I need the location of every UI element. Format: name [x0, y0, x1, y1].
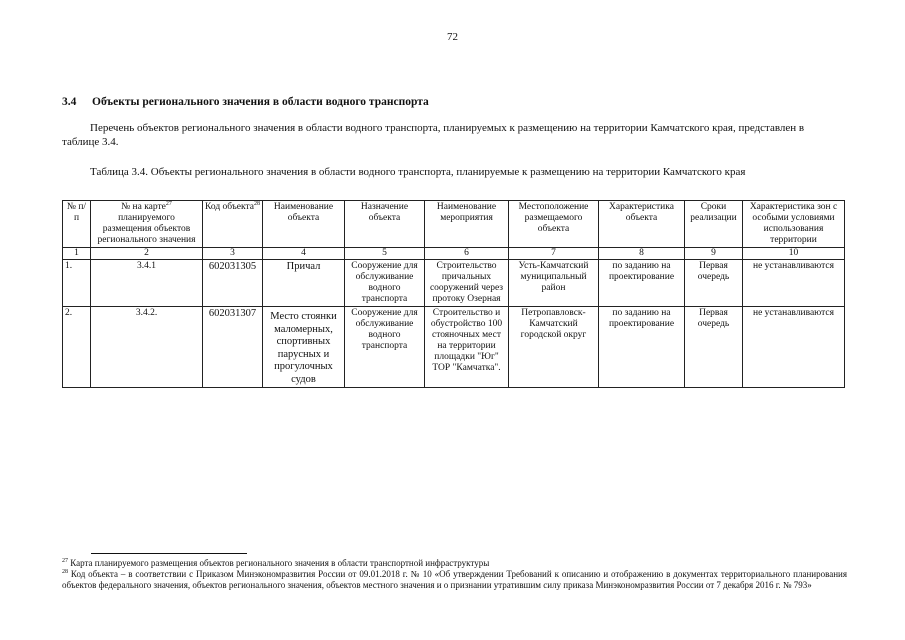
- header-characteristic: Характеристика объекта: [599, 201, 685, 248]
- column-number: 8: [599, 248, 685, 260]
- header-index: № п/п: [63, 201, 91, 248]
- column-number: 9: [685, 248, 743, 260]
- column-number: 10: [743, 248, 845, 260]
- cell-characteristic: по заданию на проектирование: [599, 307, 685, 388]
- footnote-mark: 28: [62, 569, 68, 575]
- section-heading: [62, 96, 429, 108]
- footnote-27: [62, 558, 847, 569]
- column-number: 3: [203, 248, 263, 260]
- table-row: [63, 260, 845, 307]
- cell-object-purpose: Сооружение для обслуживание водного транспорта: [345, 307, 425, 388]
- header-map-number: [91, 201, 203, 248]
- cell-term: Первая очередь: [685, 260, 743, 307]
- intro-paragraph: Перечень объектов регионального значения в области водного транспорта, планируемых к размещению на территории Камчатского края, представлен в таблице 3.4.: [62, 122, 805, 148]
- column-number-row: [63, 248, 845, 260]
- header-map-number-text-b: планируемого размещения объектов регионального значения: [97, 213, 196, 245]
- cell-zones: не устанавливаются: [743, 307, 845, 388]
- section-number: 3.4: [62, 96, 77, 108]
- column-number: 5: [345, 248, 425, 260]
- cell-zones: не устанавливаются: [743, 260, 845, 307]
- section-title: Объекты регионального значения в области водного транспорта: [92, 96, 429, 108]
- header-zones: Характеристика зон с особыми условиями использования территории: [743, 201, 845, 248]
- footnote-ref-28: 28: [254, 200, 260, 207]
- header-location: Местоположение размещаемого объекта: [509, 201, 599, 248]
- cell-index: 1.: [63, 260, 91, 307]
- cell-object-code: 602031305: [203, 260, 263, 307]
- cell-location: Усть-Камчатский муниципальный район: [509, 260, 599, 307]
- cell-characteristic: по заданию на проектирование: [599, 260, 685, 307]
- footnote-28: [62, 569, 847, 591]
- table-row: [63, 307, 845, 388]
- header-object-code-text: Код объекта: [205, 202, 254, 212]
- header-term: Сроки реализации: [685, 201, 743, 248]
- footnote-text: Код объекта – в соответствии с Приказом Минэкономразвития России от 09.01.2018 г. № 10 «Об утверждении Требований к описанию и отображению в документах территориального планирования объектов федерального значения, объектов регионального значения, объектов местного значения и о признании утратившим силу приказа Минэкономразвития России от 7 декабря 2016 г. № 793»: [62, 569, 847, 590]
- header-object-purpose: Назначение объекта: [345, 201, 425, 248]
- objects-table: [62, 200, 845, 388]
- footnote-separator: [91, 553, 247, 554]
- footnotes: [62, 558, 847, 591]
- cell-map-number: 3.4.1: [91, 260, 203, 307]
- cell-map-number: 3.4.2.: [91, 307, 203, 388]
- column-number: 6: [425, 248, 509, 260]
- cell-object-code: 602031307: [203, 307, 263, 388]
- column-number: 1: [63, 248, 91, 260]
- cell-location: Петропавловск-Камчатский городской округ: [509, 307, 599, 388]
- header-measure-name: Наименование мероприятия: [425, 201, 509, 248]
- cell-object-name: Место стоянки маломерных, спортивных парусных и прогулочных судов: [263, 307, 345, 388]
- header-map-number-text-a: № на карте: [121, 202, 166, 212]
- header-object-name: Наименование объекта: [263, 201, 345, 248]
- cell-measure: Строительство причальных сооружений через протоку Озерная: [425, 260, 509, 307]
- column-number: 7: [509, 248, 599, 260]
- table-caption: Таблица 3.4. Объекты регионального значения в области водного транспорта, планируемые к размещению на территории Камчатского края: [90, 166, 746, 178]
- footnote-ref-27: 27: [165, 200, 172, 207]
- cell-index: 2.: [63, 307, 91, 388]
- footnote-text: Карта планируемого размещения объектов регионального значения в области транспортной инфраструктуры: [68, 558, 490, 568]
- column-number: 2: [91, 248, 203, 260]
- column-number: 4: [263, 248, 345, 260]
- cell-object-name: Причал: [263, 260, 345, 307]
- header-object-code: [203, 201, 263, 248]
- cell-object-purpose: Сооружение для обслуживание водного транспорта: [345, 260, 425, 307]
- cell-term: Первая очередь: [685, 307, 743, 388]
- footnote-mark: 27: [62, 558, 68, 564]
- table-header-row: [63, 201, 845, 248]
- cell-measure: Строительство и обустройство 100 стояночных мест на территории площадки "Юг" ТОР "Камчатка".: [425, 307, 509, 388]
- page-number: 72: [447, 31, 458, 43]
